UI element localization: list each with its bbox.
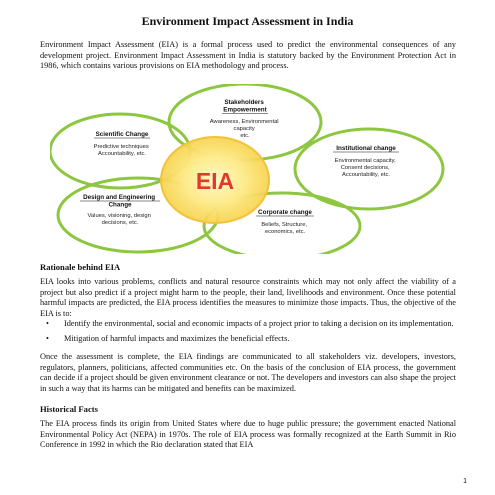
historical-heading: Historical Facts: [40, 404, 98, 414]
page-number: 1: [463, 478, 467, 485]
document-title: Environment Impact Assessment in India: [141, 14, 354, 28]
scientific-title: Scientific Change: [95, 131, 149, 138]
institutional-body: Environmental capacity, Consent decisions, Accountability, etc.: [334, 158, 396, 178]
institutional-title: Institutional change: [336, 145, 396, 152]
rationale-heading: Rationale behind EIA: [40, 262, 121, 272]
list-item: • Mitigation of harmful impacts and maximizes the beneficial effects.: [46, 333, 290, 343]
stakeholders-body: Awareness, Environmental capacity etc.: [209, 119, 279, 139]
rationale-paragraph: EIA looks into various problems, conflicts and natural resource constraints which may not only affect the viability of a project but also predict if a project might harm to the people, their land, livelihoods and environment. Once these potential harmful impacts are predicted, the EIA process identifies the measures to minimize those impacts. Thus, the objective of the EIA is to:: [40, 277, 456, 318]
scientific-body: Predictive techniques Accountability, etc.: [93, 144, 149, 157]
list-item: • Identify the environmental, social and economic impacts of a project prior to taking a decision on its implementation.: [46, 319, 454, 328]
design-title: Design and Engineering Change: [83, 194, 156, 209]
closing-paragraph: Once the assessment is complete, the EIA findings are communicated to all stakeholders viz. developers, investors, regulators, planners, politicians, affected communities etc. On the basis of the conclusion of EIA process, the government can decide if a project should be given environment clearance or not. The developers and investors can also shape the project in such a way that its harms can be mitigated and benefits can be maximized.: [40, 352, 456, 393]
stakeholders-title: Stakeholders Empowerment: [223, 99, 267, 114]
objectives-list: [40, 319, 456, 348]
center-label: EIA: [195, 168, 235, 194]
historical-paragraph: The EIA process finds its origin from United States where due to huge public pressure; the government enacted National Environmental Policy Act (NEPA) in 1970s. The role of EIA process was formally recognized at the Earth Summit in Rio Conference in 1992 in which the Rio declaration stated that EIA: [40, 419, 456, 450]
design-body: Values, visioning, design decisions, etc.: [87, 213, 151, 226]
corporate-body: Beliefs, Structure, economics, etc.: [261, 222, 308, 235]
bullet-text: Mitigation of harmful impacts and maximizes the beneficial effects.: [64, 333, 290, 343]
bullet-text: Identify the environmental, social and economic impacts of a project prior to taking a decision on its implementation.: [64, 319, 454, 328]
intro-paragraph: Environment Impact Assessment (EIA) is a formal process used to predict the environmental consequences of any development project. Environment Impact Assessment in India is statutory backed by the Environment Protection Act in 1986, which contains various provisions on EIA methodology and process.: [40, 40, 456, 71]
corporate-title: Corporate change: [258, 209, 312, 216]
eia-diagram: [50, 84, 446, 254]
